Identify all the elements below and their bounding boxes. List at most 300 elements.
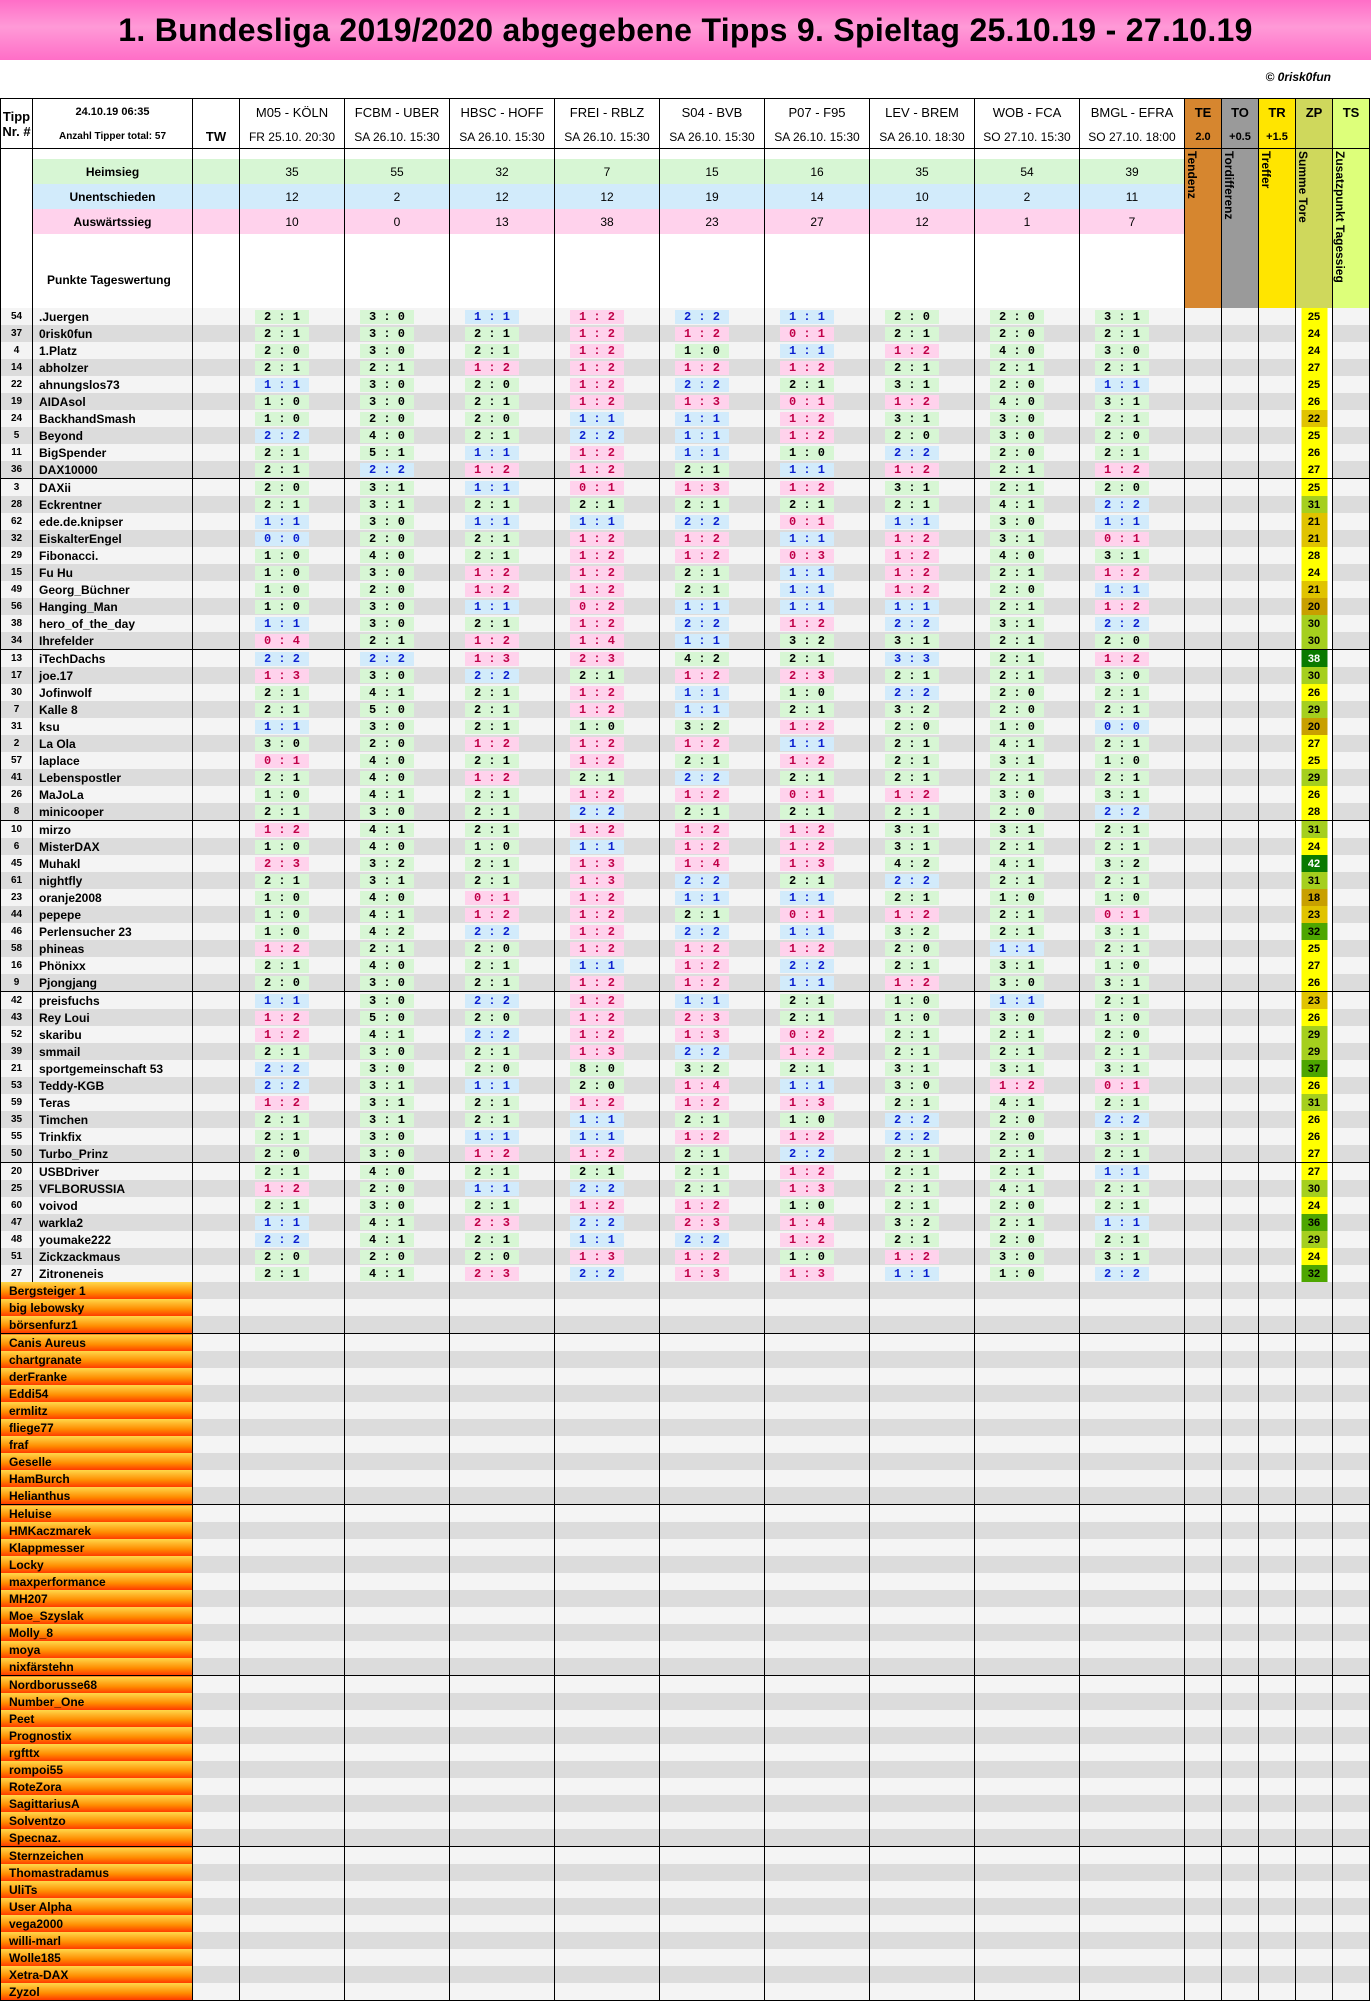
tip-cell (1080, 872, 1185, 889)
tip-cell (660, 1419, 765, 1436)
extra-cell (1222, 1368, 1259, 1385)
tip-value: 1 : 1 (990, 942, 1044, 956)
tip-cell (555, 325, 660, 342)
player-tw (193, 1145, 240, 1163)
tip-cell (660, 1676, 765, 1694)
player-tw (193, 496, 240, 513)
extra-cell (1185, 1556, 1222, 1573)
tip-value: 1 : 2 (780, 361, 834, 375)
zp-value: 20 (1296, 718, 1333, 735)
non-tipper-name: maxperformance (1, 1573, 193, 1590)
tip-cell (345, 359, 450, 376)
tip-cell (555, 632, 660, 650)
tip-cell (1080, 564, 1185, 581)
tip-cell (870, 838, 975, 855)
extra-cell (1259, 1847, 1296, 1865)
tip-cell (660, 581, 765, 598)
player-number: 34 (1, 632, 33, 650)
tip-value: 1 : 1 (465, 515, 519, 529)
player-tw (193, 427, 240, 444)
tip-value: 1 : 2 (570, 976, 624, 990)
zp-value: 24 (1296, 838, 1333, 855)
tip-cell (555, 872, 660, 889)
tip-value: 5 : 0 (360, 1011, 414, 1025)
player-name: Zickzackmaus (33, 1248, 193, 1265)
tip-cell (870, 1847, 975, 1865)
tip-value: 1 : 2 (780, 481, 834, 495)
match-pairing: BMGL - EFRA (1080, 99, 1185, 126)
tip-cell (450, 1744, 555, 1761)
extra-cell (1222, 1932, 1259, 1949)
extra-cell (1333, 1607, 1370, 1624)
tip-cell (765, 1624, 870, 1641)
non-tipper-row (1, 1299, 1370, 1316)
player-row (1, 1094, 1370, 1111)
tip-cell (660, 1761, 765, 1778)
tip-cell (555, 769, 660, 786)
tip-cell (1080, 650, 1185, 668)
stat-count-heim: 32 (450, 159, 555, 184)
tr-cell (1259, 393, 1296, 410)
tip-cell (555, 1128, 660, 1145)
tip-cell (240, 1847, 345, 1865)
to-cell (1222, 547, 1259, 564)
tip-cell (765, 393, 870, 410)
ts-cell (1333, 992, 1370, 1010)
tip-cell (765, 735, 870, 752)
tip-cell (555, 530, 660, 547)
tip-cell (240, 838, 345, 855)
te-cell (1185, 1009, 1222, 1026)
tr-cell (1259, 1026, 1296, 1043)
tip-cell (1080, 1009, 1185, 1026)
tip-cell (555, 1590, 660, 1607)
player-number: 45 (1, 855, 33, 872)
stat-count-unent: 12 (555, 184, 660, 209)
tip-cell (975, 1145, 1080, 1163)
tip-value: 1 : 2 (885, 788, 939, 802)
tip-cell (975, 872, 1080, 889)
non-tipper-name: rgfttx (1, 1744, 193, 1761)
tip-cell (660, 598, 765, 615)
tip-cell (765, 1829, 870, 1847)
player-row (1, 632, 1370, 650)
tip-cell (660, 974, 765, 992)
tip-cell (660, 855, 765, 872)
tip-value: 1 : 1 (675, 446, 729, 460)
tip-cell (450, 1402, 555, 1419)
tip-cell (345, 1915, 450, 1932)
player-tw (193, 1385, 240, 1402)
tip-cell (765, 838, 870, 855)
tip-cell (450, 786, 555, 803)
tip-cell (345, 992, 450, 1010)
extra-cell (1259, 1624, 1296, 1641)
tip-value: 2 : 1 (990, 874, 1044, 888)
tip-cell (450, 1009, 555, 1026)
tip-value: 4 : 2 (360, 925, 414, 939)
tip-cell (975, 1231, 1080, 1248)
zp-value: 30 (1296, 632, 1333, 650)
tip-cell (660, 1299, 765, 1316)
tip-cell (765, 1077, 870, 1094)
to-cell (1222, 667, 1259, 684)
gap-cell (555, 149, 660, 160)
extra-cell (1333, 1402, 1370, 1419)
extra-cell (1222, 1949, 1259, 1966)
tip-cell (975, 1881, 1080, 1898)
extra-cell (1333, 1368, 1370, 1385)
extra-cell (1296, 1812, 1333, 1829)
extra-cell (1259, 1983, 1296, 2001)
non-tipper-row (1, 1881, 1370, 1898)
tip-cell (345, 1470, 450, 1487)
tip-value: 3 : 2 (360, 857, 414, 871)
tip-value: 1 : 1 (1095, 1165, 1149, 1179)
tip-cell (975, 444, 1080, 461)
tip-cell (555, 1881, 660, 1898)
tip-cell (450, 1316, 555, 1334)
tip-cell (240, 803, 345, 821)
tip-cell (765, 1881, 870, 1898)
match-kickoff: SA 26.10. 15:30 (765, 125, 870, 149)
te-cell (1185, 598, 1222, 615)
player-tw (193, 1727, 240, 1744)
tip-value: 3 : 1 (885, 823, 939, 837)
tip-cell (870, 1060, 975, 1077)
extra-cell (1333, 1829, 1370, 1847)
non-tipper-row (1, 1641, 1370, 1658)
tip-cell (975, 1094, 1080, 1111)
tip-cell (660, 1898, 765, 1915)
tip-value: 2 : 1 (465, 976, 519, 990)
tip-cell (870, 1761, 975, 1778)
tip-cell (765, 1385, 870, 1402)
zp-value: 23 (1296, 906, 1333, 923)
tip-value: 1 : 3 (780, 1182, 834, 1196)
tip-value: 1 : 0 (1095, 754, 1149, 768)
tip-cell (450, 940, 555, 957)
tip-cell (765, 444, 870, 461)
tip-cell (555, 1727, 660, 1744)
te-cell (1185, 889, 1222, 906)
player-name: VFLBORUSSIA (33, 1180, 193, 1197)
tip-cell (870, 1795, 975, 1812)
extra-cell (1222, 1334, 1259, 1352)
tip-cell (1080, 701, 1185, 718)
tip-cell (660, 359, 765, 376)
tip-value: 1 : 4 (675, 857, 729, 871)
player-number: 4 (1, 342, 33, 359)
stat-count-heim: 35 (870, 159, 975, 184)
tip-value: 2 : 1 (675, 566, 729, 580)
tip-value: 3 : 0 (360, 976, 414, 990)
tip-value: 3 : 1 (990, 617, 1044, 631)
tr-cell (1259, 479, 1296, 497)
tip-value: 1 : 2 (885, 463, 939, 477)
player-tw (193, 1453, 240, 1470)
zp-value: 25 (1296, 308, 1333, 325)
tip-cell (1080, 1334, 1185, 1352)
tip-cell (660, 1983, 765, 2001)
tip-cell (240, 667, 345, 684)
tip-cell (975, 1966, 1080, 1983)
tip-value: 2 : 0 (990, 310, 1044, 324)
player-number: 60 (1, 1197, 33, 1214)
player-number: 62 (1, 513, 33, 530)
tip-cell (240, 1693, 345, 1710)
tip-cell (345, 667, 450, 684)
tip-value: 2 : 2 (255, 1062, 309, 1076)
non-tipper-row (1, 1522, 1370, 1539)
tip-cell (660, 1026, 765, 1043)
tip-cell (555, 513, 660, 530)
tip-cell (765, 1932, 870, 1949)
tip-value: 2 : 1 (885, 891, 939, 905)
zp-value: 21 (1296, 581, 1333, 598)
extra-cell (1259, 1351, 1296, 1368)
tip-cell (1080, 427, 1185, 444)
tip-cell (345, 1436, 450, 1453)
player-name: USBDriver (33, 1163, 193, 1181)
tip-cell (450, 1966, 555, 1983)
player-name: Hanging_Man (33, 598, 193, 615)
tip-value: 1 : 1 (675, 994, 729, 1008)
tip-cell (870, 1607, 975, 1624)
tip-cell (240, 1658, 345, 1676)
tip-cell (345, 325, 450, 342)
stat-count-ausw: 13 (450, 209, 555, 234)
to-cell (1222, 1163, 1259, 1181)
tip-cell (765, 1539, 870, 1556)
player-number: 28 (1, 496, 33, 513)
to-cell (1222, 581, 1259, 598)
match-pairing: S04 - BVB (660, 99, 765, 126)
tip-cell (975, 803, 1080, 821)
tip-value: 2 : 0 (990, 1130, 1044, 1144)
tip-cell (765, 1744, 870, 1761)
tip-cell (765, 1026, 870, 1043)
tip-value: 2 : 1 (1095, 1147, 1149, 1161)
tip-cell (765, 1710, 870, 1727)
player-name: iTechDachs (33, 650, 193, 668)
tip-cell (975, 1915, 1080, 1932)
player-row (1, 855, 1370, 872)
tip-value: 1 : 0 (255, 412, 309, 426)
tip-cell (870, 1898, 975, 1915)
tip-value: 2 : 1 (675, 1147, 729, 1161)
zp-value: 26 (1296, 1077, 1333, 1094)
tip-value: 1 : 1 (780, 566, 834, 580)
te-cell (1185, 1043, 1222, 1060)
extra-cell (1259, 1812, 1296, 1829)
tip-cell (450, 1539, 555, 1556)
tip-value: 2 : 1 (465, 1045, 519, 1059)
ts-cell (1333, 667, 1370, 684)
non-tipper-row (1, 1693, 1370, 1710)
ts-cell (1333, 1009, 1370, 1026)
tip-cell (450, 889, 555, 906)
extra-cell (1333, 1556, 1370, 1573)
extra-cell (1185, 1573, 1222, 1590)
tip-value: 2 : 1 (885, 669, 939, 683)
tip-cell (345, 684, 450, 701)
te-cell (1185, 1094, 1222, 1111)
tip-cell (660, 1847, 765, 1865)
player-tw (193, 325, 240, 342)
tip-cell (345, 598, 450, 615)
tip-cell (870, 923, 975, 940)
tip-cell (765, 1214, 870, 1231)
tip-value: 1 : 2 (780, 412, 834, 426)
tip-value: 1 : 1 (465, 446, 519, 460)
zp-value: 24 (1296, 564, 1333, 581)
tip-value: 1 : 2 (570, 703, 624, 717)
tip-cell (1080, 718, 1185, 735)
extra-cell (1185, 1590, 1222, 1607)
extra-cell (1185, 1436, 1222, 1453)
tip-cell (660, 1385, 765, 1402)
tip-cell (765, 1607, 870, 1624)
tr-cell (1259, 872, 1296, 889)
player-number: 51 (1, 1248, 33, 1265)
tip-value: 1 : 2 (570, 1147, 624, 1161)
tip-value: 2 : 1 (255, 703, 309, 717)
extra-cell (1296, 1539, 1333, 1556)
tip-value: 1 : 2 (885, 1250, 939, 1264)
extra-cell (1259, 1522, 1296, 1539)
player-number: 30 (1, 684, 33, 701)
tr-vertical-label: Treffer (1259, 151, 1273, 189)
extra-cell (1222, 1966, 1259, 1983)
player-tw (193, 1077, 240, 1094)
tip-value: 1 : 0 (885, 994, 939, 1008)
match-kickoff: SA 26.10. 15:30 (660, 125, 765, 149)
tip-value: 2 : 2 (360, 463, 414, 477)
gap-cell (345, 234, 450, 251)
tip-value: 3 : 1 (1095, 925, 1149, 939)
extra-cell (1185, 1915, 1222, 1932)
tip-cell (765, 359, 870, 376)
player-number: 44 (1, 906, 33, 923)
tip-cell (345, 1128, 450, 1145)
extra-cell (1222, 1710, 1259, 1727)
tip-value: 1 : 0 (255, 891, 309, 905)
tip-value: 4 : 0 (360, 840, 414, 854)
to-cell (1222, 1094, 1259, 1111)
tip-value: 2 : 2 (885, 1130, 939, 1144)
non-tipper-name: UliTs (1, 1881, 193, 1898)
extra-cell (1222, 1641, 1259, 1658)
player-number: 16 (1, 957, 33, 974)
extra-cell (1222, 1385, 1259, 1402)
tip-value: 1 : 0 (990, 1267, 1044, 1281)
match-kickoff: SO 27.10. 18:00 (1080, 125, 1185, 149)
tip-value: 2 : 1 (990, 925, 1044, 939)
extra-cell (1185, 1402, 1222, 1419)
tip-cell (1080, 1915, 1185, 1932)
tr-cell (1259, 581, 1296, 598)
player-row (1, 427, 1370, 444)
tip-cell (660, 1402, 765, 1419)
tip-value: 4 : 0 (360, 771, 414, 785)
tip-cell (975, 752, 1080, 769)
ts-cell (1333, 1214, 1370, 1231)
tip-value: 2 : 1 (255, 959, 309, 973)
player-name: warkla2 (33, 1214, 193, 1231)
tip-cell (1080, 1214, 1185, 1231)
tip-cell (660, 684, 765, 701)
extra-cell (1259, 1949, 1296, 1966)
tip-cell (660, 1795, 765, 1812)
tip-cell (975, 564, 1080, 581)
tip-cell (1080, 1487, 1185, 1505)
ts-vertical-label: Zusatzpunkt Tagessieg (1333, 151, 1347, 283)
tip-value: 0 : 1 (780, 327, 834, 341)
tip-value: 1 : 0 (1095, 891, 1149, 905)
player-name: youmake222 (33, 1231, 193, 1248)
tr-cell (1259, 940, 1296, 957)
tip-cell (975, 1299, 1080, 1316)
player-name: AIDAsol (33, 393, 193, 410)
tip-cell (870, 855, 975, 872)
points-tw (193, 251, 240, 308)
tip-cell (660, 650, 765, 668)
tip-cell (660, 957, 765, 974)
zp-value: 30 (1296, 615, 1333, 632)
stat-count-heim: 35 (240, 159, 345, 184)
zp-value: 32 (1296, 923, 1333, 940)
tip-value: 2 : 1 (1095, 703, 1149, 717)
non-tipper-row (1, 1864, 1370, 1881)
tip-value: 1 : 2 (570, 310, 624, 324)
tip-cell (975, 1898, 1080, 1915)
player-tw (193, 1265, 240, 1282)
zp-value: 32 (1296, 1265, 1333, 1282)
tip-value: 1 : 0 (255, 908, 309, 922)
tip-value: 2 : 1 (990, 652, 1044, 666)
tip-cell (555, 1453, 660, 1470)
tip-value: 1 : 2 (570, 1096, 624, 1110)
tip-cell (765, 1111, 870, 1128)
tip-cell (240, 1077, 345, 1094)
tip-value: 1 : 1 (675, 412, 729, 426)
tip-cell (240, 1334, 345, 1352)
tip-cell (450, 1778, 555, 1795)
extra-cell (1296, 1299, 1333, 1316)
tip-cell (240, 1761, 345, 1778)
player-row (1, 513, 1370, 530)
tip-cell (555, 376, 660, 393)
te-cell (1185, 1231, 1222, 1248)
tip-value: 2 : 1 (885, 1182, 939, 1196)
tip-cell (555, 1402, 660, 1419)
extra-cell (1185, 1727, 1222, 1744)
tip-value: 0 : 1 (1095, 532, 1149, 546)
te-cell (1185, 1180, 1222, 1197)
tip-value: 2 : 3 (675, 1011, 729, 1025)
tip-cell (555, 957, 660, 974)
tip-cell (1080, 1573, 1185, 1590)
tip-cell (870, 1368, 975, 1385)
extra-cell (1222, 1522, 1259, 1539)
tr-cell (1259, 889, 1296, 906)
tip-cell (975, 1983, 1080, 2001)
tip-cell (240, 581, 345, 598)
tip-cell (975, 992, 1080, 1010)
tr-cell (1259, 427, 1296, 444)
tip-value: 1 : 0 (990, 891, 1044, 905)
